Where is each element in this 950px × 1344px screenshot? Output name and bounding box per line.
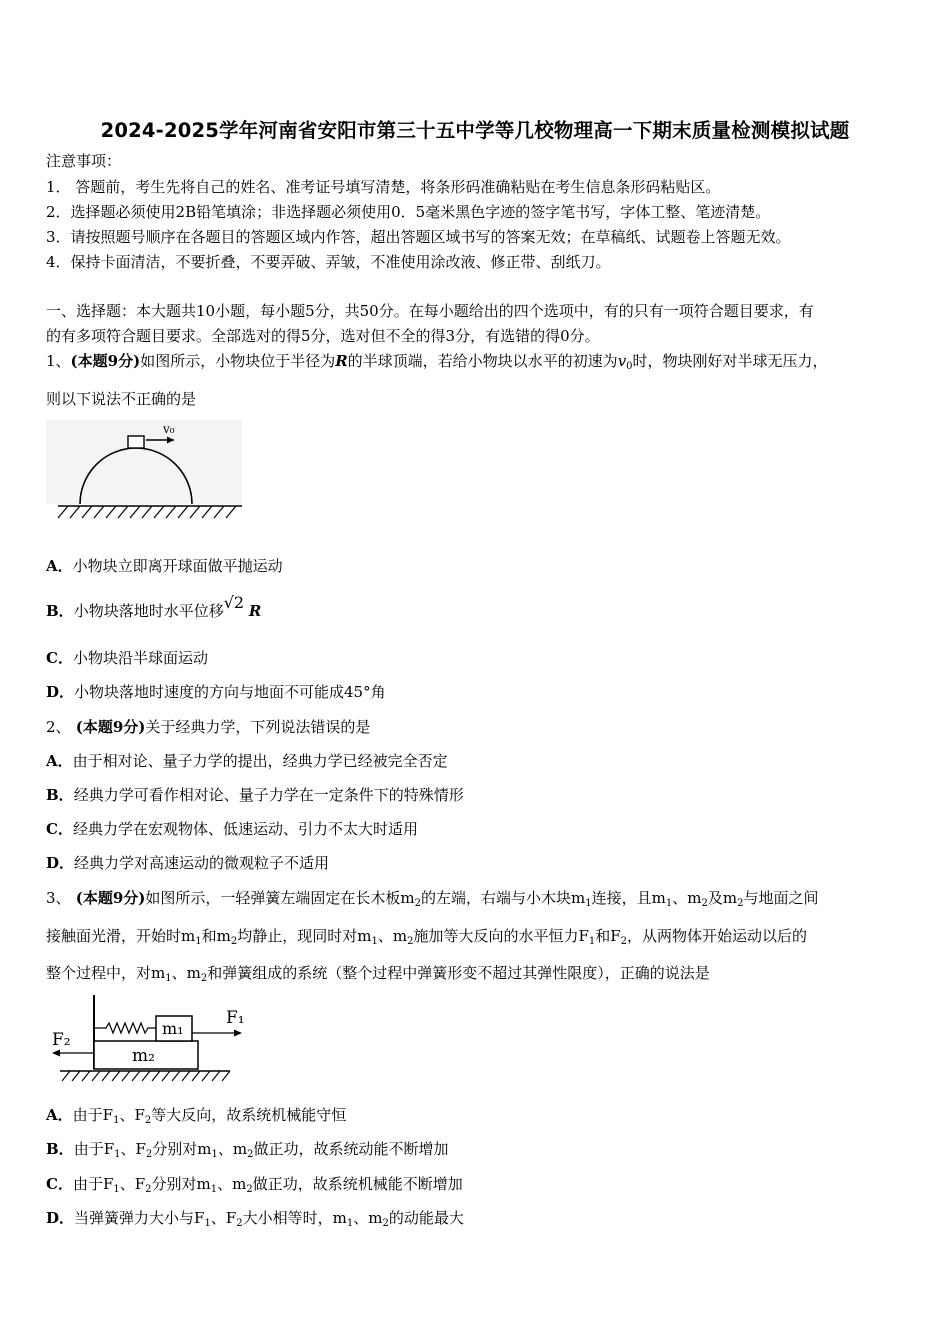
notice-item: 2．选择题必须使用2B铅笔填涂；非选择题必须使用0．5毫米黑色字迹的签字笔书写，字体工整、笔迹清楚。 — [46, 203, 771, 221]
v0-label: v₀ — [163, 422, 175, 436]
q2-option-a: A．由于相对论、量子力学的提出，经典力学已经被完全否定 — [46, 752, 448, 770]
q2-option-d: D．经典力学对高速运动的微观粒子不适用 — [46, 854, 330, 872]
ground-hatching — [62, 1071, 230, 1081]
q1-stem-2: 则以下说法不正确的是 — [46, 390, 197, 408]
f1-label: F₁ — [226, 1008, 245, 1028]
q2-option-c: C．经典力学在宏观物体、低速运动、引力不太大时适用 — [46, 820, 418, 838]
spring — [94, 1023, 156, 1033]
q2-option-b: B．经典力学可看作相对论、量子力学在一定条件下的特殊情形 — [46, 786, 464, 804]
q1-option-d: D．小物块落地时速度的方向与地面不可能成45°角 — [46, 683, 386, 701]
q3-option-d: D．当弹簧弹力大小与$F_1$、$F_2$大小相等时，$m_1$、$m_2$的动能最大 — [46, 1209, 464, 1229]
q3-spring-figure — [46, 995, 256, 1087]
q1-option-b: B．小物块落地时水平位移√2 R — [46, 593, 262, 620]
q2-stem: 2、 (本题9分)关于经典力学，下列说法错误的是 — [46, 718, 371, 736]
q3-stem-2: 接触面光滑，开始时$m_1$和$m_2$均静止，现同时对$m_1$、$m_2$施加等大反向的水平恒力$F_1$和$F_2$，从两物体开始运动以后的 — [46, 927, 808, 947]
q1-option-c: C．小物块沿半球面运动 — [46, 649, 208, 667]
m2-label: m₂ — [132, 1046, 155, 1066]
q3-stem-3: 整个过程中，对$m_1$、$m_2$和弹簧组成的系统（整个过程中弹簧形变不超过其弹性限度），正确的说法是 — [46, 964, 710, 984]
ground-hatching — [58, 506, 236, 518]
m1-label: m₁ — [162, 1019, 184, 1038]
notice-item: 4．保持卡面清洁，不要折叠，不要弄破、弄皱，不准使用涂改液、修正带、刮纸刀。 — [46, 253, 611, 271]
f2-label: F₂ — [52, 1030, 71, 1050]
q1-stem: 1、(本题9分)如图所示，小物块位于半径为R的半球顶端，若给小物块以水平的初速为$v_0$时，物块刚好对半球无压力， — [46, 352, 828, 372]
f1-arrowhead — [234, 1030, 242, 1037]
q1-option-a: A．小物块立即离开球面做平抛运动 — [46, 557, 283, 575]
q3-option-c: C．由于$F_1$、$F_2$分别对$m_1$、$m_2$做正功，故系统机械能不断增加 — [46, 1175, 463, 1195]
section-intro: 的有多项符合题目要求。全部选对的得5分，选对但不全的得3分，有选错的得0分。 — [46, 327, 600, 345]
figure-background — [46, 420, 242, 504]
notice-heading: 注意事项： — [46, 152, 122, 170]
q1-hemisphere-figure — [46, 420, 246, 530]
notice-item: 3．请按照题号顺序在各题目的答题区域内作答，超出答题区域书写的答案无效；在草稿纸、试题卷上答题无效。 — [46, 228, 791, 246]
q3-option-a: A．由于$F_1$、$F_2$等大反向，故系统机械能守恒 — [46, 1106, 347, 1126]
page-title: 2024-2025学年河南省安阳市第三十五中学等几校物理高一下期末质量检测模拟试题 — [100, 119, 850, 142]
notice-item: 1． 答题前，考生先将自己的姓名、准考证号填写清楚，将条形码准确粘贴在考生信息条形码粘贴区。 — [46, 178, 721, 196]
f2-arrowhead — [52, 1050, 60, 1057]
q3-option-b: B．由于$F_1$、$F_2$分别对$m_1$、$m_2$做正功，故系统动能不断增加 — [46, 1140, 449, 1160]
small-block — [128, 436, 144, 448]
section-intro: 一、选择题：本大题共10小题，每小题5分，共50分。在每小题给出的四个选项中，有的只有一项符合题目要求，有 — [46, 302, 814, 320]
q3-stem-1: 3、 (本题9分)如图所示，一轻弹簧左端固定在长木板$m_2$的左端，右端与小木块$m_1$连接，且$m_1$、$m_2$及$m_2$与地面之间 — [46, 889, 819, 909]
